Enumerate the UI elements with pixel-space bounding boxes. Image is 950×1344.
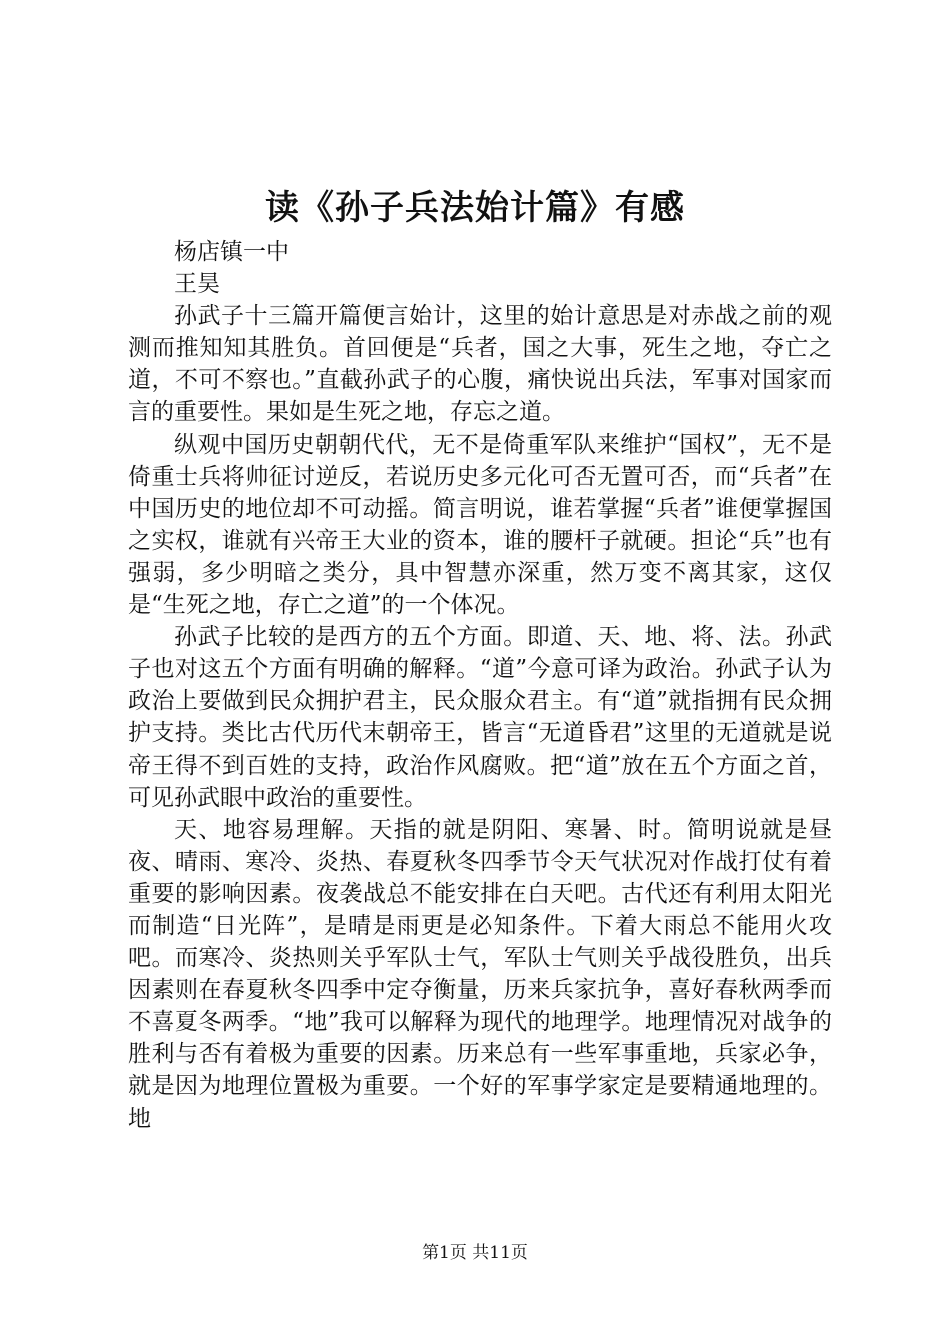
document-title: 读《孙子兵法始计篇》有感 (265, 188, 685, 228)
document-body (128, 236, 832, 1135)
paragraph-3: 孙武子比较的是西方的五个方面。即道、天、地、将、法。孙武子也对这五个方面有明确的解释。“道”今意可译为政治。孙武子认为政治上要做到民众拥护君主，民众服众君主。有“道”就指拥有民众拥护支持。类比古代历代末朝帝王，皆言“无道昏君”这里的无道就是说帝王得不到百姓的支持，政治作风腐败。把“道”放在五个方面之首，可见孙武眼中政治的重要性。 (128, 624, 832, 811)
paragraph-1: 孙武子十三篇开篇便言始计，这里的始计意思是对赤战之前的观测而推知知其胜负。首回便是“兵者，国之大事，死生之地，夺亡之道，不可不察也。”直截孙武子的心腹，痛快说出兵法，军事对国家而言的重要性。果如是生死之地，存忘之道。 (128, 303, 832, 426)
paragraph-2: 纵观中国历史朝朝代代，无不是倚重军队来维护“国权”，无不是倚重士兵将帅征讨逆反，若说历史多元化可否无置可否，而“兵者”在中国历史的地位却不可动摇。简言明说，谁若掌握“兵者”谁便掌握国之实权，谁就有兴帝王大业的资本，谁的腰杆子就硬。担论“兵”也有强弱，多少明暗之类分，具中智慧亦深重，然万变不离其家，这仅是“生死之地，存亡之道”的一个体况。 (128, 431, 832, 619)
author-line: 王昊 (174, 271, 220, 298)
school-line: 杨店镇一中 (174, 239, 289, 265)
page-footer: 第1页 共11页 (422, 1243, 528, 1263)
paragraph-4: 天、地容易理解。天指的就是阴阳、寒暑、时。简明说就是昼夜、晴雨、寒冷、炎热、春夏秋冬四季节令天气状况对作战打仗有着重要的影响因素。夜袭战总不能安排在白天吧。古代还有利用太阳光而制造“日光阵”，是晴是雨更是必知条件。下着大雨总不能用火攻吧。而寒冷、炎热则关乎军队士气，军队士气则关乎战役胜负，出兵因素则在春夏秋冬四季中定夺衡量，历来兵家抗争，喜好春秋两季而不喜夏冬两季。“地”我可以解释为现代的地理学。地理情况对战争的胜利与否有着极为重要的因素。历来总有一些军事重地，兵家必争，就是因为地理位置极为重要。一个好的军事学家定是要精通地理的。地 (128, 816, 832, 1132)
